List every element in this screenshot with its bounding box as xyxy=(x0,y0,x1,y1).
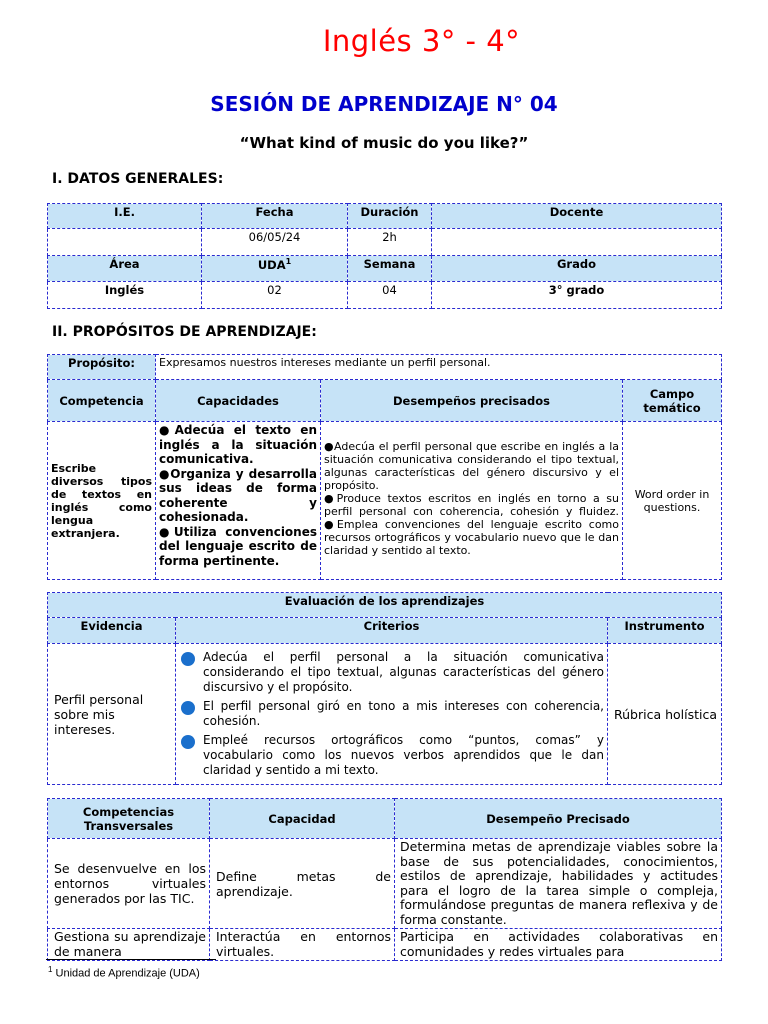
header-docente: Docente xyxy=(432,204,722,229)
competencia-text: Escribe diversos tipos de textos en inglés como lengua extranjera. xyxy=(48,422,156,580)
header-area: Área xyxy=(48,256,202,282)
header-desempeno-precisado: Desempeño Precisado xyxy=(395,799,722,839)
evidencia-text: Perfil personal sobre mis intereses. xyxy=(48,644,176,785)
bullet-icon xyxy=(181,652,195,666)
header-competencias-transversales: Competencias Transversales xyxy=(48,799,210,839)
campo-tematico-text: Word order in questions. xyxy=(623,422,722,580)
criterio-item xyxy=(179,733,604,778)
evaluacion-table xyxy=(47,592,722,785)
footnote xyxy=(48,965,200,980)
value-ie xyxy=(48,229,202,256)
header-desempenos: Desempeños precisados xyxy=(321,380,623,422)
header-fecha: Fecha xyxy=(202,204,348,229)
capacidad-item: ●Adecúa el texto en inglés a la situación comunicativa. xyxy=(159,423,317,466)
section-datos-generales: I. DATOS GENERALES: xyxy=(52,171,224,187)
transversal-capacidad: Interactúa en entornos virtuales. xyxy=(210,929,395,961)
criterio-text: Adecúa el perfil personal a la situación comunicativa considerando el tipo textual, algunas características del género discursivo y el propósito. xyxy=(203,650,604,694)
footnote-divider xyxy=(46,959,216,960)
header-instrumento: Instrumento xyxy=(608,618,722,644)
bullet-icon xyxy=(181,701,195,715)
datos-generales-table xyxy=(47,203,722,309)
header-semana: Semana xyxy=(348,256,432,282)
bullet-icon xyxy=(181,735,195,749)
value-semana: 04 xyxy=(348,282,432,309)
section-propositos: II. PROPÓSITOS DE APRENDIZAJE: xyxy=(52,324,317,340)
header-criterios: Criterios xyxy=(176,618,608,644)
desempeno-item: ●Adecúa el perfil personal que escribe en inglés a la situación comunicativa considerando el tipo textual, algunas características del género discursivo y el propósito. xyxy=(324,440,619,492)
capacidad-item: ●Utiliza convenciones del lenguaje escrito de forma pertinente. xyxy=(159,524,317,568)
header-duracion: Duración xyxy=(348,204,432,229)
value-area: Inglés xyxy=(48,282,202,309)
value-docente xyxy=(432,229,722,256)
header-capacidades: Capacidades xyxy=(156,380,321,422)
criterio-text: El perfil personal giró en tono a mis intereses con coherencia, cohesión. xyxy=(203,699,604,728)
footnote-ref: 1 xyxy=(285,257,292,266)
footnote-mark: 1 xyxy=(48,965,53,974)
value-fecha: 06/05/24 xyxy=(202,229,348,256)
criterio-text: Empleé recursos ortográficos como “puntos, comas” y vocabulario como los nuevos verbos aprendidos que le dan claridad y sentido a mi texto. xyxy=(203,733,604,777)
header-grado: Grado xyxy=(432,256,722,282)
capacidades-cell xyxy=(156,422,321,580)
header-competencia: Competencia xyxy=(48,380,156,422)
transversal-desempeno: Participa en actividades colaborativas en comunidades y redes virtuales para xyxy=(395,929,722,961)
proposito-label: Propósito: xyxy=(48,355,156,380)
header-campo-tematico: Campo temático xyxy=(623,380,722,422)
subject-title: Inglés 3° - 4° xyxy=(322,24,521,58)
transversal-capacidad: Define metas de aprendizaje. xyxy=(210,839,395,929)
desempenos-cell xyxy=(321,422,623,580)
value-duracion: 2h xyxy=(348,229,432,256)
transversal-competencia: Gestiona su aprendizaje de manera xyxy=(48,929,210,961)
value-grado: 3° grado xyxy=(432,282,722,309)
propositos-table xyxy=(47,354,722,580)
header-capacidad: Capacidad xyxy=(210,799,395,839)
instrumento-text: Rúbrica holística xyxy=(608,644,722,785)
header-uda-label: UDA xyxy=(257,257,286,272)
capacidad-item: ●Organiza y desarrolla sus ideas de forma coherente y cohesionada. xyxy=(159,466,317,524)
desempeno-item: ●Produce textos escritos en inglés en torno a su perfil personal con coherencia, cohesión y fluidez. ●Emplea convenciones del lenguaje escrito como recursos ortográficos y vocabulario nuevo que le dan claridad y sentido al texto. xyxy=(324,492,619,557)
header-ie: I.E. xyxy=(48,204,202,229)
header-uda xyxy=(202,256,348,282)
footnote-text: Unidad de Aprendizaje (UDA) xyxy=(52,967,200,980)
criterio-item xyxy=(179,699,604,729)
header-evidencia: Evidencia xyxy=(48,618,176,644)
evaluacion-title: Evaluación de los aprendizajes xyxy=(48,593,722,618)
transversal-competencia: Se desenvuelve en los entornos virtuales generados por las TIC. xyxy=(48,839,210,929)
session-subtitle: “What kind of music do you like?” xyxy=(239,134,529,152)
criterio-item xyxy=(179,650,604,695)
transversal-desempeno: Determina metas de aprendizaje viables sobre la base de sus potencialidades, conocimientos, estilos de aprendizaje, habilidades y actitudes para el logro de la tarea simple o compleja, formulándose preguntas de manera reflexiva y de forma constante. xyxy=(395,839,722,929)
proposito-text: Expresamos nuestros intereses mediante un perfil personal. xyxy=(156,355,722,380)
session-title: SESIÓN DE APRENDIZAJE N° 04 xyxy=(210,92,558,116)
criterios-cell xyxy=(176,644,608,785)
transversales-table xyxy=(47,798,722,961)
value-uda: 02 xyxy=(202,282,348,309)
